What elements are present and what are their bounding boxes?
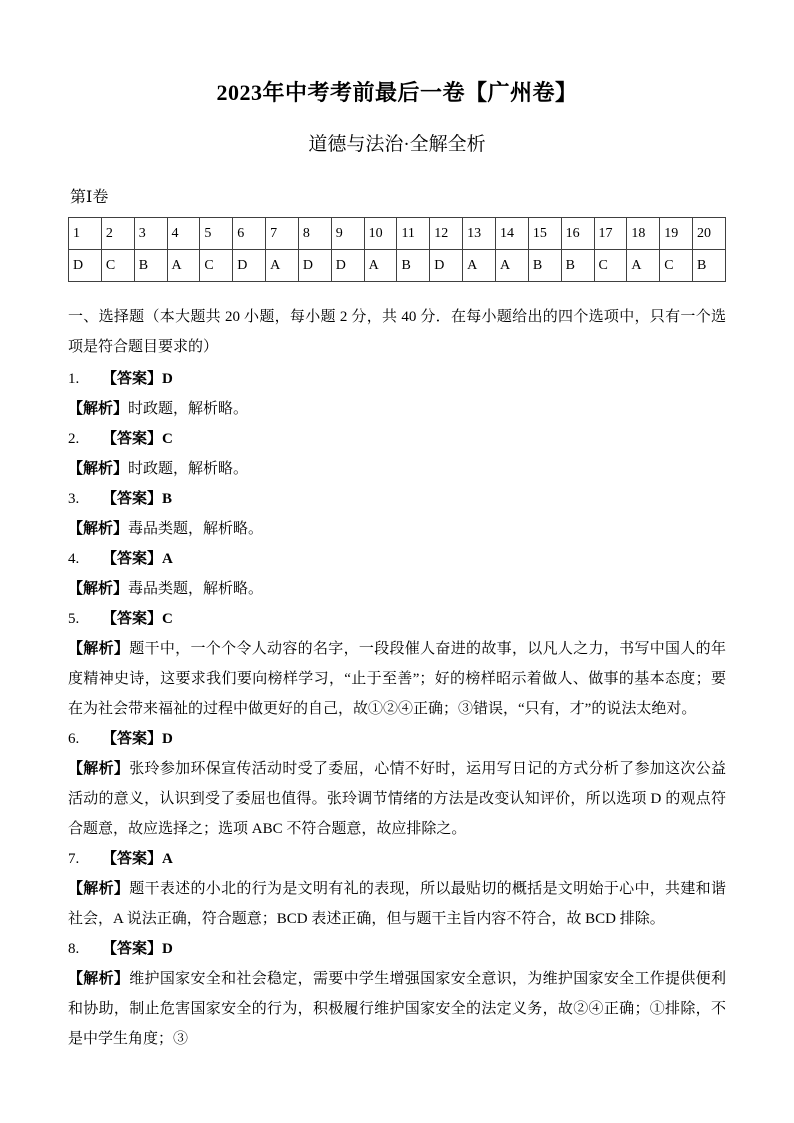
item-answer-line: [68, 424, 726, 454]
answer-table-answer-cell: A: [495, 250, 528, 282]
answer-table-answer-cell: C: [200, 250, 233, 282]
answer-table-number-cell: 8: [298, 218, 331, 250]
analysis-label: 【解析】: [68, 761, 130, 777]
analysis-label: 【解析】: [68, 971, 130, 987]
analysis-label: 【解析】: [68, 641, 130, 657]
item-answer-line: [68, 604, 726, 634]
answer-table-answer-cell: B: [397, 250, 430, 282]
answer-table-number-cell: 4: [167, 218, 200, 250]
answer-table-number-cell: 14: [495, 218, 528, 250]
answer-table-answer-cell: A: [266, 250, 299, 282]
item-number: 2.: [68, 431, 80, 447]
analysis-text: 毒品类题，解析略。: [128, 521, 264, 537]
analysis-label: 【解析】: [68, 581, 129, 597]
item-analysis: [68, 514, 726, 544]
analysis-label: 【解析】: [68, 401, 129, 417]
item-answer-line: [68, 844, 726, 874]
section-heading: 一、选择题（本大题共 20 小题，每小题 2 分，共 40 分．在每小题给出的四个选项中，只有一个选项是符合题目要求的）: [68, 309, 726, 355]
document-subtitle: 道德与法治·全解全析: [308, 134, 486, 155]
answer-table-number-cell: 7: [266, 218, 299, 250]
analysis-text: 题干中，一个个令人动容的名字，一段段催人奋进的故事，以凡人之力，书写中国人的年度精神史诗，这要求我们要向榜样学习，“止于至善”；好的榜样昭示着做人、做事的基本态度；要在为社会带来福祉的过程中做更好的自己，故①②④正确；③错误，“只有，才”的说法太绝对。: [68, 641, 726, 717]
answer-table-number-cell: 20: [693, 218, 726, 250]
item-analysis: [68, 394, 726, 424]
answer-table-number-cell: 10: [364, 218, 397, 250]
answer-table-answer-cell: D: [430, 250, 463, 282]
document-title: 2023年中考考前最后一卷【广州卷】: [216, 80, 578, 105]
analysis-text: 题干表述的小北的行为是文明有礼的表现，所以最贴切的概括是文明始于心中，共建和谐社会，A 说法正确，符合题意；BCD 表述正确，但与题干主旨内容不符合，故 BCD 排除。: [68, 881, 726, 927]
analysis-label: 【解析】: [68, 881, 130, 897]
item-answer: 【答案】D: [102, 941, 173, 957]
volume-heading: 第Ⅰ卷: [70, 189, 109, 206]
item-number: 5.: [68, 611, 80, 627]
answer-table-answer-cell: C: [101, 250, 134, 282]
answer-table-number-cell: 5: [200, 218, 233, 250]
answer-table-answer-cell: B: [693, 250, 726, 282]
analysis-text: 时政题，解析略。: [128, 401, 249, 417]
item-analysis: [68, 574, 726, 604]
analysis-text: 时政题，解析略。: [128, 461, 249, 477]
answer-table-answer-cell: B: [528, 250, 561, 282]
analysis-label: 【解析】: [68, 521, 129, 537]
answer-table-number-cell: 11: [397, 218, 430, 250]
item-answer: 【答案】C: [102, 431, 173, 447]
answer-table-number-cell: 16: [561, 218, 594, 250]
answer-table-number-cell: 13: [463, 218, 496, 250]
answer-table-answer-cell: A: [167, 250, 200, 282]
item-number: 8.: [68, 941, 80, 957]
answer-table-number-cell: 18: [627, 218, 660, 250]
item-answer-line: [68, 544, 726, 574]
answer-table-answer-cell: A: [463, 250, 496, 282]
analysis-text: 维护国家安全和社会稳定，需要中学生增强国家安全意识，为维护国家安全工作提供便利和协助，制止危害国家安全的行为，积极履行维护国家安全的法定义务，故②④正确；①排除，不是中学生角度；③: [68, 971, 726, 1047]
answer-table-number-cell: 9: [331, 218, 364, 250]
answer-table-answer-cell: C: [660, 250, 693, 282]
item-answer-line: [68, 364, 726, 394]
item-analysis: [68, 454, 726, 484]
item-answer: 【答案】C: [102, 611, 173, 627]
item-analysis: [68, 874, 726, 934]
answer-table-answer-cell: D: [233, 250, 266, 282]
answer-items: [68, 364, 726, 1054]
answer-table-answer-cell: D: [69, 250, 102, 282]
analysis-label: 【解析】: [68, 461, 129, 477]
answer-table-number-cell: 6: [233, 218, 266, 250]
answer-table-answer-cell: A: [364, 250, 397, 282]
answer-table-number-cell: 2: [101, 218, 134, 250]
answer-table-answer-cell: D: [331, 250, 364, 282]
item-analysis: [68, 964, 726, 1054]
item-analysis: [68, 754, 726, 844]
item-answer-line: [68, 484, 726, 514]
item-number: 4.: [68, 551, 80, 567]
item-number: 1.: [68, 371, 80, 387]
answer-table-answer-cell: B: [134, 250, 167, 282]
answer-table-number-row: [69, 218, 726, 250]
answer-table-number-cell: 15: [528, 218, 561, 250]
answer-table-number-cell: 1: [69, 218, 102, 250]
item-answer-line: [68, 934, 726, 964]
item-answer: 【答案】B: [102, 491, 173, 507]
answer-table-number-cell: 19: [660, 218, 693, 250]
answer-table-answer-row: [69, 250, 726, 282]
item-number: 6.: [68, 731, 80, 747]
analysis-text: 张玲参加环保宣传活动时受了委屈，心情不好时，运用写日记的方式分析了参加这次公益活动的意义，认识到受了委屈也值得。张玲调节情绪的方法是改变认知评价，所以选项 D 的观点符合题意，故应选择之；选项 ABC 不符合题意，故应排除之。: [68, 761, 726, 837]
item-number: 7.: [68, 851, 80, 867]
answer-table: [68, 217, 726, 282]
analysis-text: 毒品类题，解析略。: [128, 581, 264, 597]
answer-table-number-cell: 12: [430, 218, 463, 250]
item-number: 3.: [68, 491, 80, 507]
answer-table-number-cell: 3: [134, 218, 167, 250]
answer-table-answer-cell: B: [561, 250, 594, 282]
item-analysis: [68, 634, 726, 724]
answer-table-answer-cell: D: [298, 250, 331, 282]
item-answer-line: [68, 724, 726, 754]
answer-table-number-cell: 17: [594, 218, 627, 250]
item-answer: 【答案】D: [102, 371, 173, 387]
answer-table-answer-cell: C: [594, 250, 627, 282]
item-answer: 【答案】A: [102, 851, 173, 867]
answer-table-answer-cell: A: [627, 250, 660, 282]
item-answer: 【答案】A: [102, 551, 173, 567]
item-answer: 【答案】D: [102, 731, 173, 747]
